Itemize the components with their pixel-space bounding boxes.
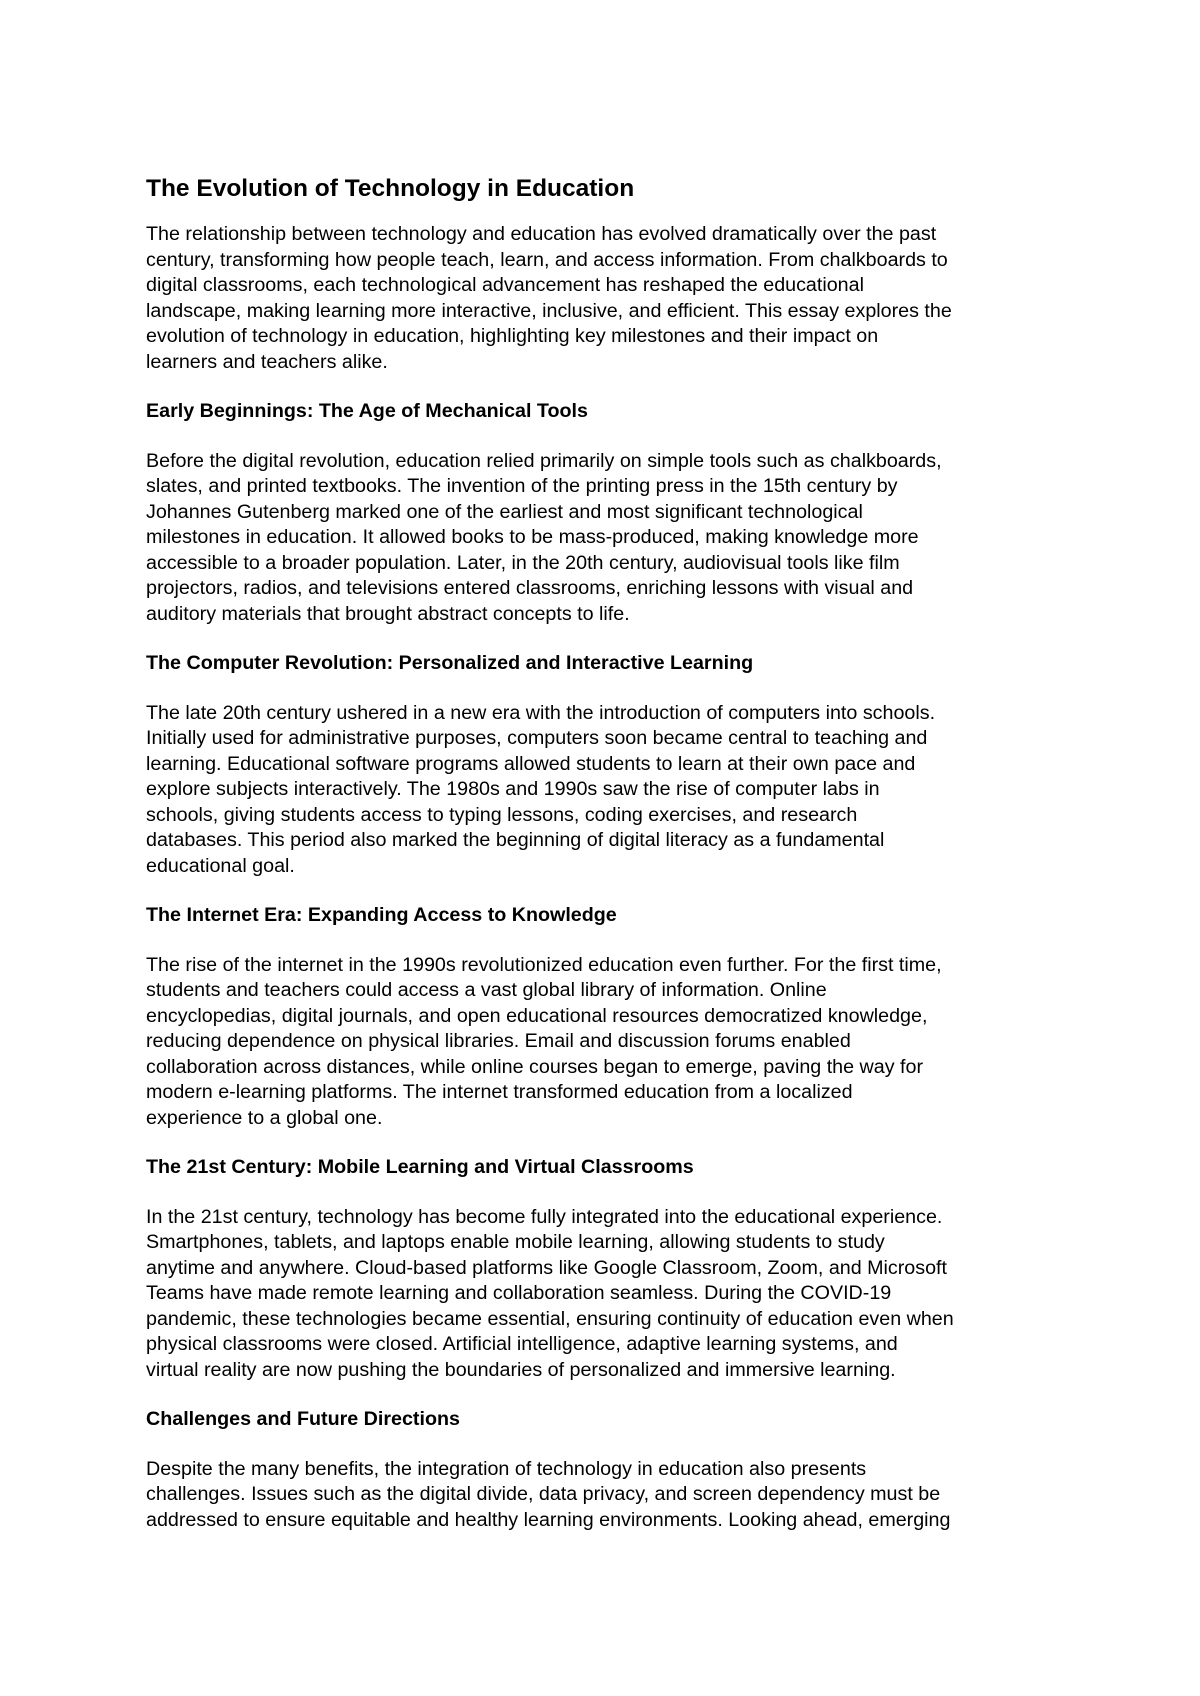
section-body-early-beginnings: Before the digital revolution, education relied primarily on simple tools such as chalkboards, slates, and printed textbooks. The invention of the printing press in the 15th century by Johannes Gutenberg marked one of the earliest and most significant technological milestones in education. It allowed books to be mass-produced, making knowledge more accessible to a broader population. Later, in the 20th century, audiovisual tools like film projectors, radios, and televisions entered classrooms, enriching lessons with visual and auditory materials that brought abstract concepts to life. <box>146 449 942 625</box>
section-body-computer-revolution: The late 20th century ushered in a new era with the introduction of computers into schools. Initially used for administrative purposes, computers soon became central to teaching and learning. Educational software programs allowed students to learn at their own pace and explore subjects interactively. The 1980s and 1990s saw the rise of computer labs in schools, giving students access to typing lessons, coding exercises, and research databases. This period also marked the beginning of digital literacy as a fundamental educational goal. <box>146 701 936 877</box>
section-body-21st-century: In the 21st century, technology has become fully integrated into the educational experience. Smartphones, tablets, and laptops enable mobile learning, allowing students to study anytime and anywhere. Cloud-based platforms like Google Classroom, Zoom, and Microsoft Teams have made remote learning and collaboration seamless. During the COVID-19 pandemic, these technologies became essential, ensuring continuity of education even when physical classrooms were closed. Artificial intelligence, adaptive learning systems, and virtual reality are now pushing the boundaries of personalized and immersive learning. <box>146 1205 954 1381</box>
section-heading-early-beginnings: Early Beginnings: The Age of Mechanical Tools <box>146 400 588 422</box>
document-title: The Evolution of Technology in Education <box>146 175 635 202</box>
intro-paragraph: The relationship between technology and education has evolved dramatically over the past century, transforming how people teach, learn, and access information. From chalkboards to digital classrooms, each technological advancement has reshaped the educational landscape, making learning more interactive, inclusive, and efficient. This essay explores the evolution of technology in education, highlighting key milestones and their impact on learners and teachers alike. <box>146 223 952 373</box>
section-heading-computer-revolution: The Computer Revolution: Personalized and Interactive Learning <box>146 652 754 674</box>
section-body-challenges: Despite the many benefits, the integration of technology in education also presents challenges. Issues such as the digital divide, data privacy, and screen dependency must be addressed to ensure equitable and healthy learning environments. Looking ahead, emerging <box>146 1457 951 1531</box>
section-heading-challenges: Challenges and Future Directions <box>146 1408 460 1430</box>
section-body-internet-era: The rise of the internet in the 1990s revolutionized education even further. For the first time, students and teachers could access a vast global library of information. Online encyclopedias, digital journals, and open educational resources democratized knowledge, reducing dependence on physical libraries. Email and discussion forums enabled collaboration across distances, while online courses began to emerge, paving the way for modern e-learning platforms. The internet transformed education from a localized experience to a global one. <box>146 953 942 1129</box>
section-heading-internet-era: The Internet Era: Expanding Access to Knowledge <box>146 904 617 926</box>
section-heading-21st-century: The 21st Century: Mobile Learning and Virtual Classrooms <box>146 1156 694 1178</box>
document-page <box>146 174 1076 1557</box>
